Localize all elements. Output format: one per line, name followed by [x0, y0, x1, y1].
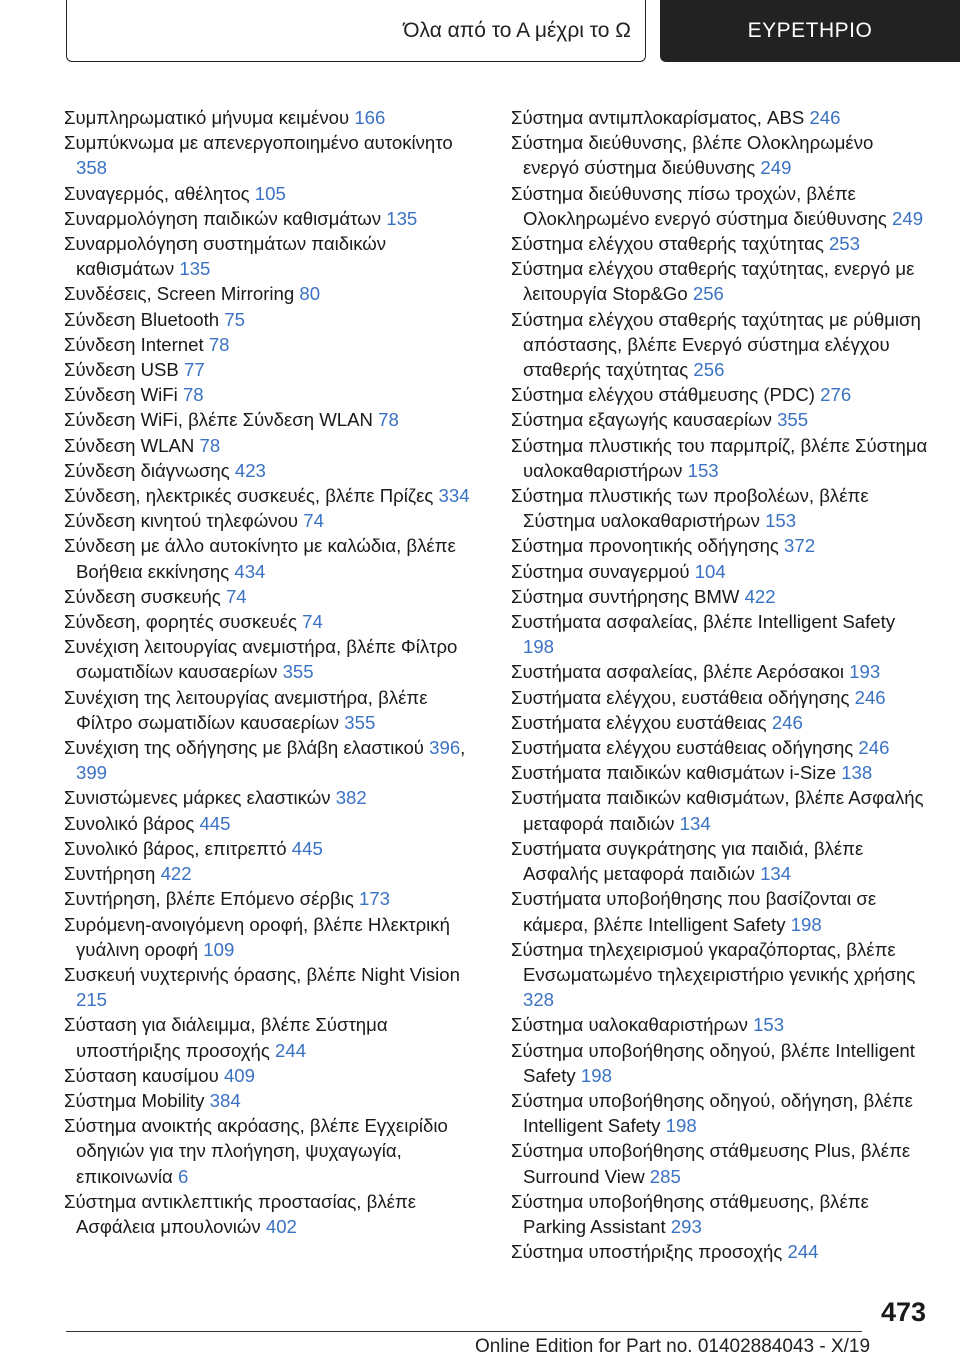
- page-link[interactable]: 134: [679, 812, 711, 834]
- index-entry: [511, 1138, 929, 1188]
- index-entry-text: Σύστημα πλυστικής του παρμπρίζ, βλέπε Σύστημα υαλοκαθαριστήρων: [511, 434, 928, 481]
- page-link[interactable]: 78: [208, 333, 230, 355]
- index-entry-text: Σύστημα διεύθυνσης πίσω τροχών, βλέπε Ολοκληρωμένο ενεργό σύστημα διεύθυνσης: [511, 182, 887, 229]
- index-entry: [64, 1113, 484, 1189]
- index-entry: [64, 634, 484, 684]
- page-link[interactable]: 78: [182, 384, 204, 406]
- index-entry-text: Σύστημα υποβοήθησης στάθμευσης, βλέπε Parking Assistant: [511, 1190, 869, 1237]
- page-link[interactable]: 244: [787, 1241, 819, 1263]
- index-entry: [511, 407, 929, 432]
- page-link[interactable]: 77: [184, 359, 205, 381]
- index-entry-text: Σύστημα συντήρησης BMW: [511, 585, 740, 607]
- page-link[interactable]: 166: [354, 107, 386, 128]
- index-column-right: [511, 105, 929, 1264]
- index-entry: [64, 836, 484, 861]
- page-link[interactable]: 256: [693, 359, 725, 381]
- page-link[interactable]: 215: [76, 989, 108, 1011]
- page-link[interactable]: 423: [234, 459, 266, 481]
- page-link[interactable]: 355: [282, 661, 314, 683]
- index-entry-text: Σύνδεση USB: [64, 359, 179, 381]
- index-entry-text: Συναγερμός, αθέλητος: [64, 182, 250, 204]
- index-entry-text: Σύνδεση συσκευής: [64, 585, 221, 607]
- index-entry-text: Συμπληρωματικό μήνυμα κειμένου: [64, 107, 350, 128]
- index-entry: [64, 407, 484, 432]
- page-link[interactable]: 355: [777, 409, 809, 431]
- index-entry: [511, 433, 929, 483]
- page-link[interactable]: 193: [849, 661, 881, 683]
- index-entry-text: Συνέχιση της λειτουργίας ανεμιστήρα, βλέπε Φίλτρο σωματιδίων καυσαερίων: [64, 686, 428, 733]
- page-link[interactable]: 153: [753, 1014, 785, 1036]
- index-entry-text: Σύνδεση Internet: [64, 333, 204, 355]
- page-link[interactable]: 422: [744, 585, 776, 607]
- index-entry: [511, 1012, 929, 1037]
- index-entry: [511, 685, 929, 710]
- page-link[interactable]: 78: [199, 434, 221, 456]
- index-entry-text: Συστήματα ελέγχου, ευστάθεια οδήγησης: [511, 686, 850, 708]
- index-entry: [64, 1012, 484, 1062]
- index-entry: [511, 659, 929, 684]
- index-entry-text: Συστήματα ελέγχου ευστάθειας οδήγησης: [511, 737, 854, 759]
- page-link[interactable]: 198: [523, 636, 555, 658]
- index-entry-text: Σύστημα ελέγχου στάθμευσης (PDC): [511, 384, 815, 406]
- index-entry: [511, 105, 929, 130]
- index-entry-text: Συστήματα ασφαλείας, βλέπε Intelligent Safety: [511, 611, 896, 633]
- index-entry-text: Συνέχιση λειτουργίας ανεμιστήρα, βλέπε Φίλτρο σωματιδίων καυσαερίων: [64, 636, 458, 683]
- index-entry-text: Σύστημα ελέγχου σταθερής ταχύτητας με ρύθμιση απόστασης, βλέπε Ενεργό σύστημα ελέγχου σταθερής ταχύτητας: [511, 308, 921, 381]
- index-entry-text: Συστήματα παιδικών καθισμάτων, βλέπε Ασφαλής μεταφορά παιδιών: [511, 787, 924, 834]
- index-entry: [64, 357, 484, 382]
- index-entry: [511, 886, 929, 936]
- index-entry: [511, 760, 929, 785]
- index-entry: [64, 231, 484, 281]
- index-entry: [511, 307, 929, 383]
- index-entry: [511, 1038, 929, 1088]
- footer-edition-text: Online Edition for Part no. 01402884043 - X/19: [475, 1336, 871, 1357]
- page-link[interactable]: 74: [302, 611, 323, 633]
- page-link[interactable]: 80: [299, 283, 321, 305]
- page-link[interactable]: 434: [234, 560, 266, 582]
- page-link[interactable]: 253: [828, 233, 860, 255]
- index-entry: [64, 886, 484, 911]
- breadcrumb: [66, 0, 646, 62]
- index-entry: [64, 584, 484, 609]
- page-link[interactable]: 293: [670, 1215, 702, 1237]
- index-entry: [511, 1088, 929, 1138]
- page-link[interactable]: 328: [523, 989, 555, 1011]
- index-entry-text: Συντήρηση: [64, 863, 156, 885]
- index-entry: [511, 609, 929, 659]
- index-entry-text: Συστήματα υποβοήθησης που βασίζονται σε κάμερα, βλέπε Intelligent Safety: [511, 888, 877, 935]
- page-link[interactable]: 399: [76, 762, 108, 784]
- index-entry: [64, 785, 484, 810]
- index-entry-text: Σύστημα ελέγχου σταθερής ταχύτητας, ενεργό με λειτουργία Stop&Go: [511, 258, 915, 305]
- index-entry: [64, 861, 484, 886]
- index-entry: [64, 281, 484, 306]
- page-link[interactable]: 198: [665, 1115, 697, 1137]
- index-entry-text: Συναρμολόγηση παιδικών καθισμάτων: [64, 207, 382, 229]
- index-entry-text: Συστήματα ελέγχου ευστάθειας: [511, 711, 767, 733]
- index-entry: [64, 912, 484, 962]
- page-link[interactable]: 396: [429, 737, 461, 759]
- page-link[interactable]: 276: [820, 384, 852, 406]
- page-link[interactable]: 382: [335, 787, 367, 809]
- index-entry-text: Σύνδεση με άλλο αυτοκίνητο με καλώδια, βλέπε Βοήθεια εκκίνησης: [64, 535, 456, 582]
- index-entry: [64, 533, 484, 583]
- index-entry-text: Σύστημα προνοητικής οδήγησης: [511, 535, 779, 557]
- index-entry-text: Σύσταση για διάλειμμα, βλέπε Σύστημα υποστήριξης προσοχής: [64, 1014, 388, 1061]
- index-entry-text: Σύνδεση διάγνωσης: [64, 459, 230, 481]
- page-link[interactable]: 249: [760, 157, 792, 179]
- index-entry: [64, 609, 484, 634]
- index-entry-text: Σύστημα υποβοήθησης οδηγού, βλέπε Intelligent Safety: [511, 1039, 915, 1086]
- index-entry-text: Σύστημα ελέγχου σταθερής ταχύτητας: [511, 233, 824, 255]
- index-entry: [64, 332, 484, 357]
- index-entry-text: Συμπύκνωμα με απενεργοποιημένο αυτοκίνητο: [64, 132, 453, 154]
- index-entry-text: Συνολικό βάρος, επιτρεπτό: [64, 837, 287, 859]
- index-entry: [64, 307, 484, 332]
- page-link[interactable]: 445: [199, 812, 231, 834]
- page-link[interactable]: 153: [687, 459, 719, 481]
- page-link[interactable]: 6: [177, 1165, 189, 1187]
- index-entry: [511, 1189, 929, 1239]
- index-entry: [511, 256, 929, 306]
- page-link[interactable]: 285: [649, 1165, 681, 1187]
- index-entry-text: Σύστημα υποβοήθησης οδηγού, οδήγηση, βλέπε Intelligent Safety: [511, 1089, 913, 1137]
- index-entry-text: Συνδέσεις, Screen Mirroring: [64, 283, 295, 305]
- index-entry-text: Συντήρηση, βλέπε Επόμενο σέρβις: [64, 888, 354, 910]
- index-entry: [511, 785, 929, 835]
- index-entry-text: Σύνδεση Bluetooth: [64, 308, 220, 330]
- index-entry-text: Σύνδεση, ηλεκτρικές συσκευές, βλέπε Πρίζες: [64, 485, 434, 507]
- index-entry: [511, 937, 929, 1013]
- index-entry-text: Σύνδεση, φορητές συσκευές: [64, 611, 297, 633]
- index-entry: [511, 231, 929, 256]
- index-entry-text: Συνολικό βάρος: [64, 812, 195, 834]
- page-link[interactable]: 74: [303, 510, 324, 532]
- index-entry: [511, 1239, 929, 1264]
- page-link[interactable]: 135: [179, 258, 211, 280]
- page-link[interactable]: 173: [358, 888, 390, 910]
- index-entry: [64, 1088, 484, 1113]
- page-link[interactable]: 109: [203, 938, 235, 960]
- index-entry-text: Σύστημα διεύθυνσης, βλέπε Ολοκληρωμένο ενεργό σύστημα διεύθυνσης: [511, 132, 874, 179]
- index-entry-text: Σύνδεση WiFi, βλέπε Σύνδεση WLAN: [64, 409, 373, 431]
- index-entry: [64, 130, 484, 180]
- footer-divider: [66, 1331, 862, 1332]
- index-entry: [511, 559, 929, 584]
- page-link[interactable]: 138: [841, 762, 873, 784]
- page-link[interactable]: 334: [438, 485, 470, 507]
- section-title-text: ΕΥΡΕΤΗΡΙΟ: [747, 19, 873, 42]
- index-entry-text: Σύστημα υποστήριξης προσοχής: [511, 1241, 783, 1263]
- index-entry: [64, 382, 484, 407]
- section-title: [660, 0, 960, 62]
- page-link[interactable]: 244: [275, 1039, 307, 1061]
- index-entry: [511, 836, 929, 886]
- page-link[interactable]: 74: [225, 585, 247, 607]
- page-link[interactable]: 355: [344, 711, 376, 733]
- page-link[interactable]: 78: [378, 409, 399, 431]
- index-entry-text: Σύστημα αντικλεπτικής προστασίας, βλέπε Ασφάλεια μπουλονιών: [64, 1190, 417, 1237]
- index-entry: [64, 105, 484, 130]
- index-entry: [64, 508, 484, 533]
- index-entry: [511, 382, 929, 407]
- index-entry-text: Σύστημα αντιμπλοκαρίσματος, ABS: [511, 107, 805, 128]
- index-entry: [64, 458, 484, 483]
- breadcrumb-text: Όλα από το Α μέχρι το Ω: [403, 18, 631, 42]
- page-link[interactable]: 104: [694, 560, 726, 582]
- page-link[interactable]: 246: [854, 686, 886, 708]
- page-link[interactable]: 198: [790, 913, 822, 935]
- page-link[interactable]: 358: [76, 157, 108, 179]
- index-entry-text: Συσκευή νυχτερινής όρασης, βλέπε Night Vision: [64, 963, 460, 985]
- index-entry: [64, 685, 484, 735]
- page-link[interactable]: 249: [892, 207, 924, 229]
- index-entry-text: Σύνδεση WLAN: [64, 434, 195, 456]
- page-link[interactable]: 402: [265, 1215, 297, 1237]
- page-link[interactable]: 246: [771, 711, 803, 733]
- page-link[interactable]: 246: [809, 107, 841, 128]
- index-entry: [511, 483, 929, 533]
- index-entry-text: Σύστημα Mobility: [64, 1089, 205, 1111]
- page-link[interactable]: 135: [386, 207, 418, 229]
- index-entry: Συνέχιση της οδήγησης με βλάβη ελαστικού 396, 399: [64, 737, 466, 784]
- index-entry: [64, 433, 484, 458]
- index-entry: [511, 710, 929, 735]
- index-entry-text: Συναρμολόγηση συστημάτων παιδικών καθισμάτων: [64, 233, 387, 280]
- index-entry: [64, 962, 484, 1012]
- page-link[interactable]: 105: [254, 182, 286, 204]
- index-entry: [511, 181, 929, 231]
- index-entry-text: Συρόμενη-ανοιγόμενη οροφή, βλέπε Ηλεκτρική γυάλινη οροφή: [64, 913, 450, 960]
- page-link[interactable]: 372: [784, 535, 816, 557]
- index-entry-text: Συστήματα παιδικών καθισμάτων i-Size: [511, 762, 837, 784]
- index-entry-text: Σύστημα συναγερμού: [511, 560, 690, 582]
- index-entry: [511, 584, 929, 609]
- index-entry-text: Σύστημα εξαγωγής καυσαερίων: [511, 409, 772, 431]
- index-column-left: [64, 105, 484, 1239]
- index-entry-text: Σύστημα υαλοκαθαριστήρων: [511, 1014, 748, 1036]
- page-link[interactable]: 422: [160, 863, 192, 885]
- page-link[interactable]: 134: [760, 863, 792, 885]
- index-entry: [64, 811, 484, 836]
- index-entry: [511, 130, 929, 180]
- page-link[interactable]: 198: [580, 1064, 612, 1086]
- index-entry-text: Σύστημα ανοικτής ακρόασης, βλέπε Εγχειρίδιο οδηγιών για την πλοήγηση, ψυχαγωγία, επικοινωνία: [64, 1115, 448, 1187]
- index-entry-text: Συνιστώμενες μάρκες ελαστικών: [64, 787, 331, 809]
- page-link[interactable]: 384: [209, 1089, 241, 1111]
- index-entry-text: Σύνδεση WiFi: [64, 384, 178, 406]
- index-entry-text: Συστήματα ασφαλείας, βλέπε Αερόσακοι: [511, 661, 844, 683]
- page-link[interactable]: 246: [858, 737, 890, 759]
- index-entry-text: Σύστημα πλυστικής των προβολέων, βλέπε Σύστημα υαλοκαθαριστήρων: [511, 485, 869, 532]
- index-entry: [511, 735, 929, 760]
- index-entry-text: Σύστημα τηλεχειρισμού γκαραζόπορτας, βλέπε Ενσωματωμένο τηλεχειριστήριο γενικής χρήσης: [511, 938, 916, 985]
- index-entry: [64, 206, 484, 231]
- page-link[interactable]: 445: [291, 837, 323, 859]
- page-link[interactable]: 256: [692, 283, 724, 305]
- index-entry: [64, 1063, 484, 1088]
- page-number: 473: [880, 1297, 926, 1327]
- page-link[interactable]: 153: [765, 510, 797, 532]
- index-entry: [64, 483, 484, 508]
- index-entry-text: Συστήματα συγκράτησης για παιδιά, βλέπε Ασφαλής μεταφορά παιδιών: [511, 837, 864, 885]
- index-entry: [64, 181, 484, 206]
- index-entry-text: Σύνδεση κινητού τηλεφώνου: [64, 510, 299, 532]
- index-entry-text: Συνέχιση της οδήγησης με βλάβη ελαστικού: [64, 737, 424, 759]
- index-entry-text: Σύστημα υποβοήθησης στάθμευσης Plus, βλέπε Surround View: [511, 1140, 911, 1187]
- page-link[interactable]: 75: [224, 308, 246, 330]
- index-entry-text: Σύσταση καυσίμου: [64, 1064, 219, 1086]
- index-entry: [64, 1189, 484, 1239]
- page-link[interactable]: 409: [223, 1064, 255, 1086]
- index-entry: [511, 533, 929, 558]
